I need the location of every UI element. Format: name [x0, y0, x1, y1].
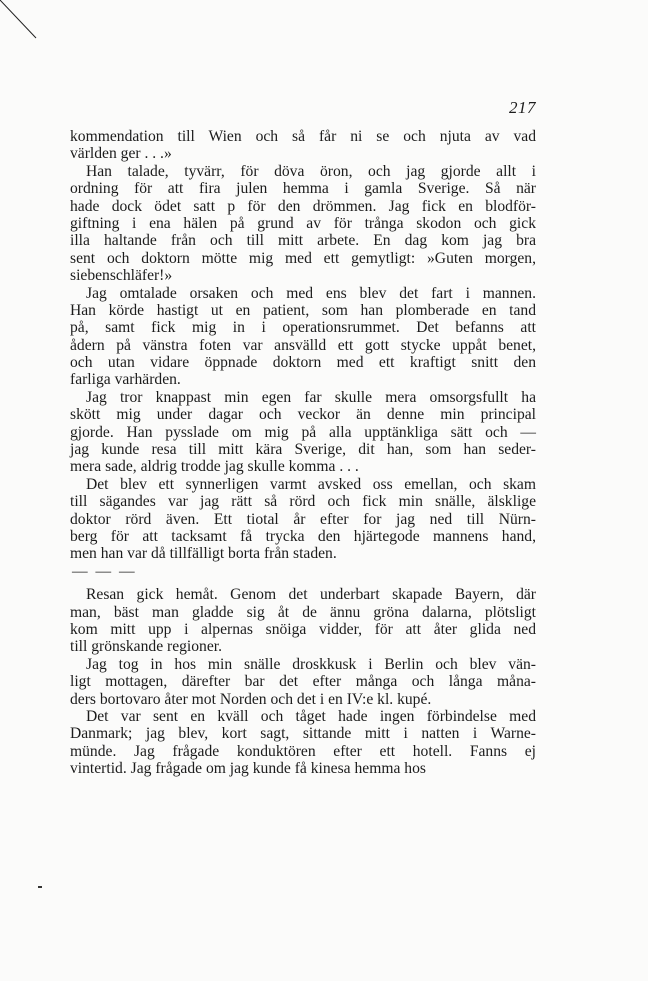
text-line: mera sade, aldrig trodde jag skulle komma . . . [70, 458, 359, 476]
text-line: hade dock ödet satt p för den drömmen. Jag fick en blodför- [70, 197, 536, 215]
paragraph [70, 476, 536, 563]
text-line: farliga varhärden. [70, 371, 181, 389]
text-line: Danmark; jag blev, kort sagt, sittande mitt i natten i Warne- [70, 725, 536, 743]
text-line: ådern på vänstra foten var ansvälld ett gott stycke uppåt benet, [70, 336, 536, 354]
margin-mark [38, 886, 42, 888]
text-line: men han var då tillfälligt borta från staden. [70, 545, 337, 563]
text-line: ders bortovaro åter mot Norden och det i en IV:e kl. kupé. [70, 690, 432, 708]
scan-corner-line [0, 0, 60, 50]
text-line: siebenschläfer!» [70, 267, 173, 285]
text-line: sent och doktorn mötte mig med ett gemytligt: »Guten morgen, [70, 249, 536, 267]
text-line: münde. Jag frågade konduktören efter ett hotell. Fanns ej [70, 742, 536, 760]
text-line: doktor rörd även. Ett tiotal år efter for jag ned till Nürn- [70, 510, 536, 528]
text-line: till grönskande regioner. [70, 638, 223, 656]
paragraph [70, 708, 536, 778]
text-line: Resan gick hemåt. Genom det underbart skapade Bayern, där [86, 586, 536, 604]
text-line: Jag tror knappast min egen far skulle mera omsorgsfullt ha [86, 388, 536, 406]
text-line: Jag omtalade orsaken och med ens blev det fart i mannen. [86, 284, 536, 302]
paragraph [70, 163, 536, 285]
paragraph [70, 128, 536, 163]
text-line: Jag tog in hos min snälle droskkusk i Berlin och blev vän- [86, 655, 536, 673]
text-line: illa haltande från och till mitt arbete. En dag kom jag bra [70, 232, 536, 250]
text-line: jag kunde resa till mitt kära Sverige, dit han, som han seder- [70, 441, 536, 459]
text-line: Det blev ett synnerligen varmt avsked oss emellan, och skam [86, 475, 536, 493]
paragraph [70, 389, 536, 476]
section-break: — — — [72, 562, 137, 580]
text-line: skött mig under dagar och veckor än denne min principal [70, 406, 536, 424]
text-line: och utan vidare öppnade doktorn med ett kraftigt snitt den [70, 354, 536, 372]
paragraph [70, 656, 536, 708]
text-line: man, bäst man gladde sig åt de ännu gröna dalarna, plötsligt [70, 603, 536, 621]
body-text [70, 128, 536, 777]
page-number: 217 [509, 98, 536, 117]
paragraph [70, 586, 536, 656]
text-line: ordning för att fira julen hemma i gamla Sverige. Så när [70, 180, 536, 198]
paragraph [70, 285, 536, 389]
text-line: Han körde hastigt ut en patient, som han plomberade en tand [70, 301, 536, 319]
text-line: vintertid. Jag frågade om jag kunde få kinesa hemma hos [70, 760, 426, 778]
text-line: till sägandes var jag rätt så rörd och fick min snälle, älsklige [70, 493, 536, 511]
text-line: Det var sent en kväll och tåget hade ingen förbindelse med [86, 707, 536, 725]
text-line: berg för att tacksamt få trycka den hjärtegode mannens hand, [70, 527, 536, 545]
text-line: ligt mottagen, därefter bar det efter många och långa måna- [70, 673, 536, 691]
text-line: kom mitt upp i alpernas snöiga vidder, för att åter glida ned [70, 620, 536, 638]
text-line: giftning i ena hälen på grund av för trånga skodon och gick [70, 214, 536, 232]
text-line: Han talade, tyvärr, för döva öron, och jag gjorde allt i [86, 162, 536, 180]
text-line: gjorde. Han pysslade om mig på alla upptänkliga sätt och — [70, 423, 536, 441]
text-line: världen ger . . .» [70, 145, 172, 163]
text-line: på, samt fick mig in i operationsrummet. Det befanns att [70, 319, 536, 337]
text-line: kommendation till Wien och så får ni se och njuta av vad [70, 128, 536, 145]
